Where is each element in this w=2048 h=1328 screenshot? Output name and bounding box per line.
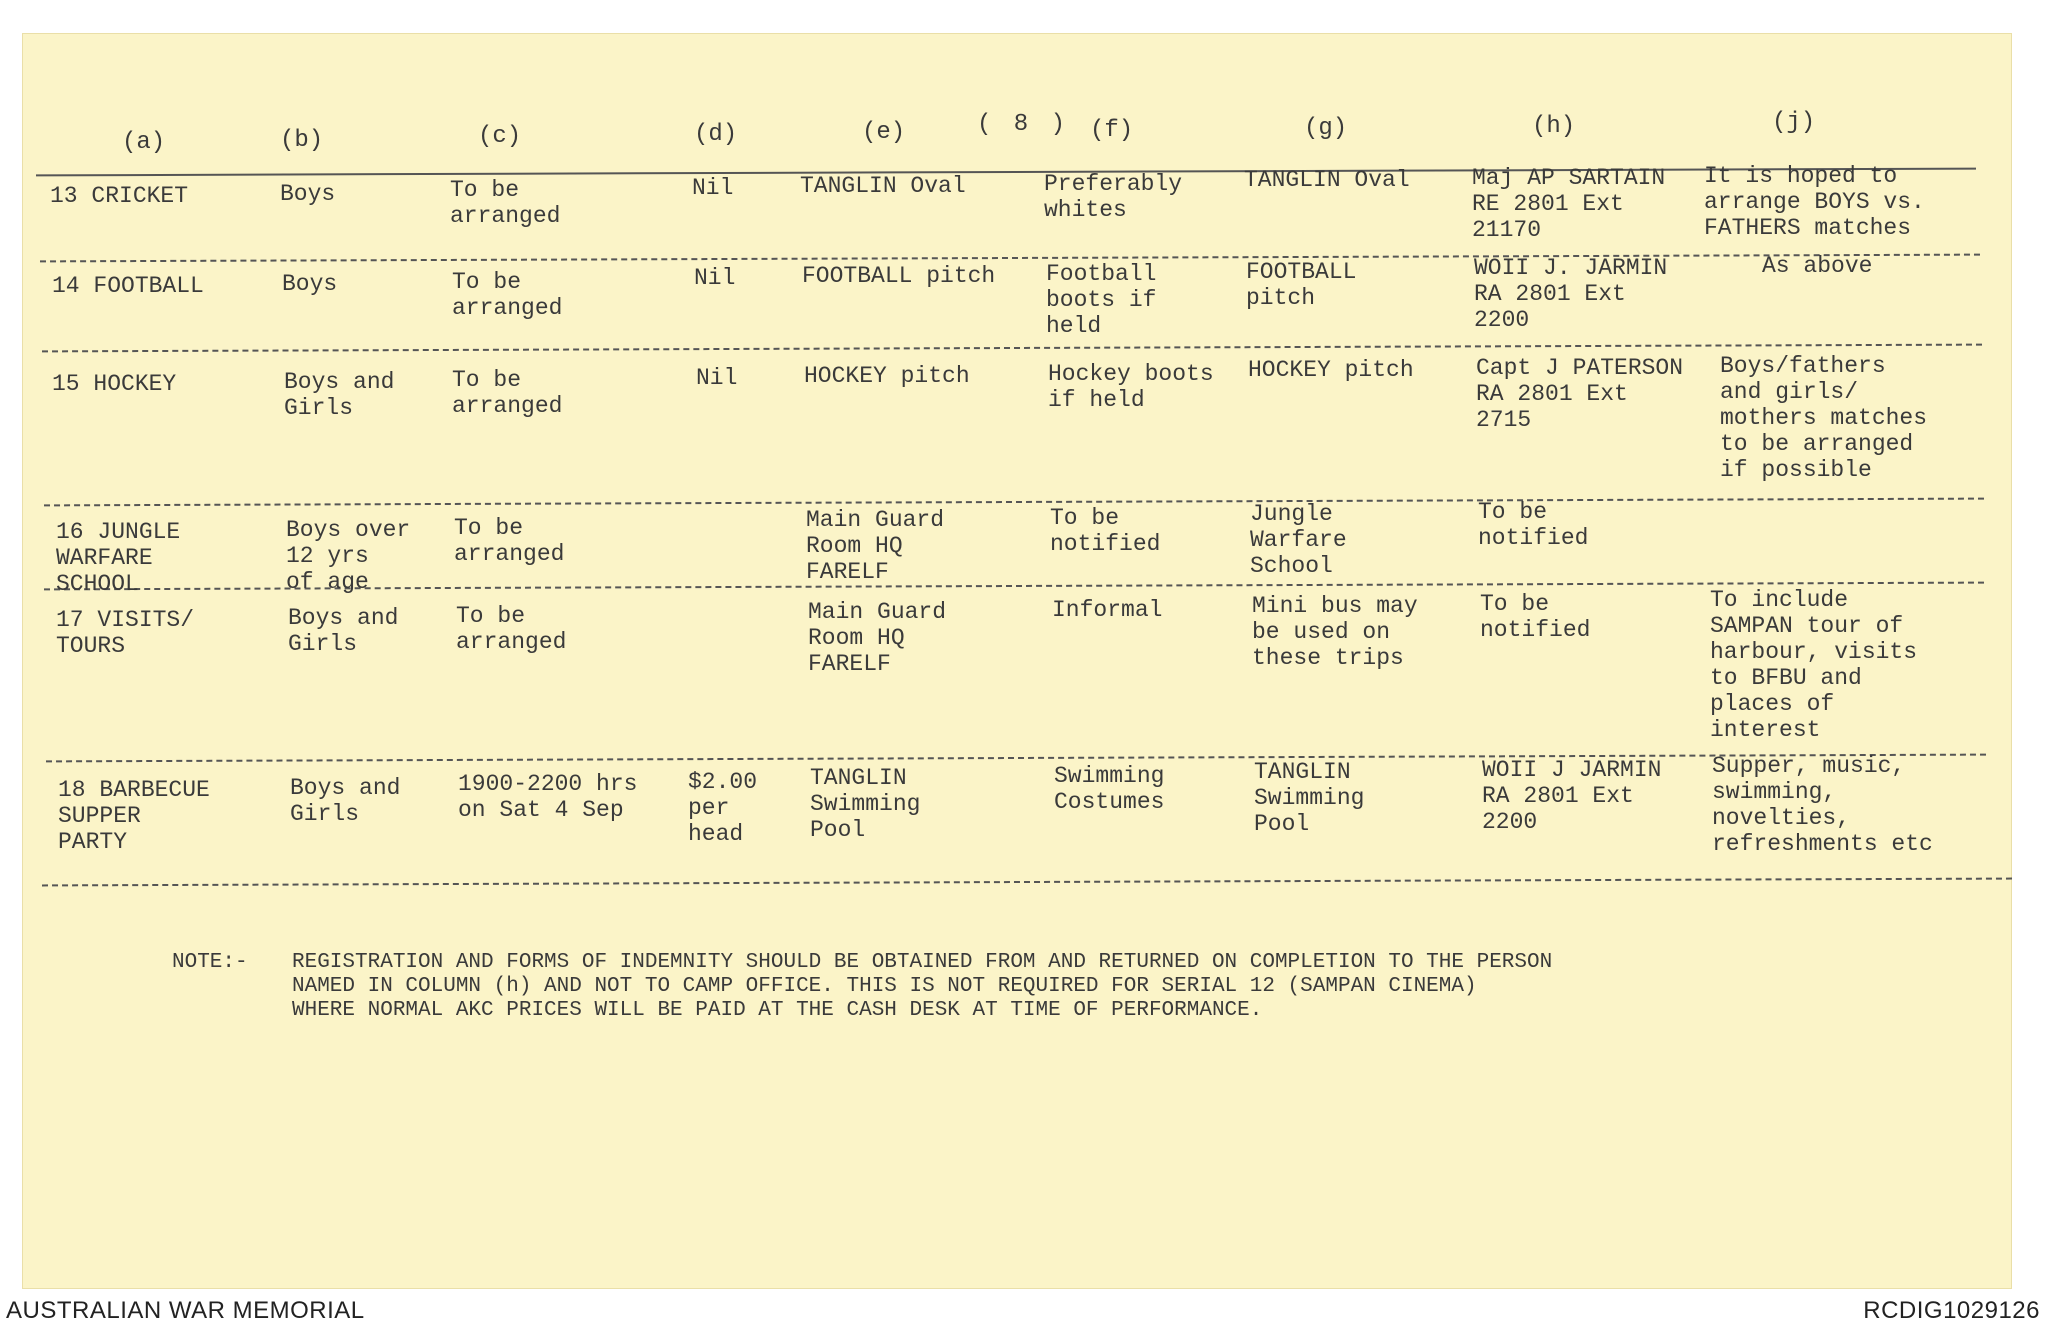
row-15-participants: Boys and Girls	[284, 369, 395, 421]
column-heading-c: (c)	[478, 123, 522, 150]
row-16-dress: To be notified	[1050, 505, 1161, 557]
column-heading-h: (h)	[1532, 113, 1576, 140]
column-heading-e: (e)	[862, 119, 906, 146]
row-14-cost: Nil	[694, 265, 736, 291]
row-18-assembly: TANGLIN Swimming Pool	[810, 765, 921, 843]
row-13-cost: Nil	[692, 175, 734, 201]
row-16-participants: Boys over 12 yrs of age	[286, 517, 411, 595]
document-page	[22, 33, 2012, 1289]
row-14-assembly: FOOTBALL pitch	[802, 263, 996, 289]
row-17-dress: Informal	[1052, 597, 1163, 623]
row-16-activity: 16 JUNGLE WARFARE SCHOOL	[56, 519, 181, 597]
column-heading-a: (a)	[122, 129, 166, 156]
row-13-venue: TANGLIN Oval	[1244, 167, 1410, 193]
row-rule-17	[46, 754, 1986, 763]
row-18-activity: 18 BARBECUE SUPPER PARTY	[58, 777, 210, 855]
row-rule-18	[42, 878, 2012, 887]
row-13-dress: Preferably whites	[1044, 171, 1183, 223]
row-17-activity: 17 VISITS/ TOURS	[56, 607, 195, 659]
column-heading-b: (b)	[280, 127, 324, 154]
row-18-remarks: Supper, music, swimming, novelties, refreshments etc	[1712, 753, 1933, 857]
row-rule-15	[44, 498, 1984, 507]
row-13-assembly: TANGLIN Oval	[800, 173, 966, 199]
row-14-time: To be arranged	[452, 269, 563, 321]
row-14-venue: FOOTBALL pitch	[1246, 259, 1357, 311]
row-15-dress: Hockey boots if held	[1048, 361, 1214, 413]
row-13-activity: 13 CRICKET	[50, 183, 189, 209]
column-heading-j: (j)	[1772, 109, 1816, 136]
column-heading-g: (g)	[1304, 115, 1348, 142]
row-16-assembly: Main Guard Room HQ FARELF	[806, 507, 945, 585]
column-heading-f: (f)	[1090, 117, 1134, 144]
row-14-remarks: As above	[1762, 253, 1873, 279]
row-16-contact: To be notified	[1478, 499, 1589, 551]
archive-credit: AUSTRALIAN WAR MEMORIAL	[6, 1297, 365, 1324]
row-16-venue: Jungle Warfare School	[1250, 501, 1347, 579]
row-16-time: To be arranged	[454, 515, 565, 567]
row-18-participants: Boys and Girls	[290, 775, 401, 827]
row-15-contact: Capt J PATERSON RA 2801 Ext 2715	[1476, 355, 1684, 433]
row-18-time: 1900-2200 hrs on Sat 4 Sep	[458, 771, 638, 823]
row-15-assembly: HOCKEY pitch	[804, 363, 970, 389]
row-13-time: To be arranged	[450, 177, 561, 229]
row-18-contact: WOII J JARMIN RA 2801 Ext 2200	[1482, 757, 1662, 835]
row-18-dress: Swimming Costumes	[1054, 763, 1165, 815]
row-15-venue: HOCKEY pitch	[1248, 357, 1414, 383]
row-15-activity: 15 HOCKEY	[52, 371, 177, 397]
page-number: ( 8 )	[977, 111, 1070, 138]
archive-reference: RCDIG1029126	[1863, 1297, 2040, 1324]
row-13-contact: Maj AP SARTAIN RE 2801 Ext 21170	[1472, 165, 1666, 243]
row-18-cost: $2.00 per head	[688, 769, 758, 847]
row-15-cost: Nil	[696, 365, 738, 391]
row-17-assembly: Main Guard Room HQ FARELF	[808, 599, 947, 677]
row-17-participants: Boys and Girls	[288, 605, 399, 657]
note-block	[172, 927, 1552, 1023]
row-14-activity: 14 FOOTBALL	[52, 273, 204, 299]
row-rule-13	[40, 254, 1980, 263]
row-17-contact: To be notified	[1480, 591, 1591, 643]
column-heading-d: (d)	[694, 121, 738, 148]
row-15-remarks: Boys/fathers and girls/ mothers matches to be arranged if possible	[1720, 353, 1928, 483]
header-rule	[36, 168, 1976, 177]
row-17-time: To be arranged	[456, 603, 567, 655]
note-text: REGISTRATION AND FORMS OF INDEMNITY SHOULD BE OBTAINED FROM AND RETURNED ON COMPLETION TO THE PERSON NAMED IN COLUMN (h) AND NOT TO CAMP OFFICE. THIS IS NOT REQUIRED FOR SERIAL 12 (SAMPAN CINEMA) WHERE NORMAL AKC PRICES WILL BE PAID AT THE CASH DESK AT TIME OF PERFORMANCE.	[292, 951, 1553, 1022]
row-13-remarks: It is hoped to arrange BOYS vs. FATHERS matches	[1704, 163, 1925, 241]
row-17-venue: Mini bus may be used on these trips	[1252, 593, 1418, 671]
row-13-participants: Boys	[280, 181, 336, 207]
note-label: NOTE:-	[172, 951, 248, 974]
row-14-dress: Football boots if held	[1046, 261, 1157, 339]
row-17-remarks: To include SAMPAN tour of harbour, visits to BFBU and places of interest	[1710, 587, 1918, 743]
row-18-venue: TANGLIN Swimming Pool	[1254, 759, 1365, 837]
row-14-participants: Boys	[282, 271, 338, 297]
row-15-time: To be arranged	[452, 367, 563, 419]
row-14-contact: WOII J. JARMIN RA 2801 Ext 2200	[1474, 255, 1668, 333]
row-rule-14	[42, 344, 1982, 353]
